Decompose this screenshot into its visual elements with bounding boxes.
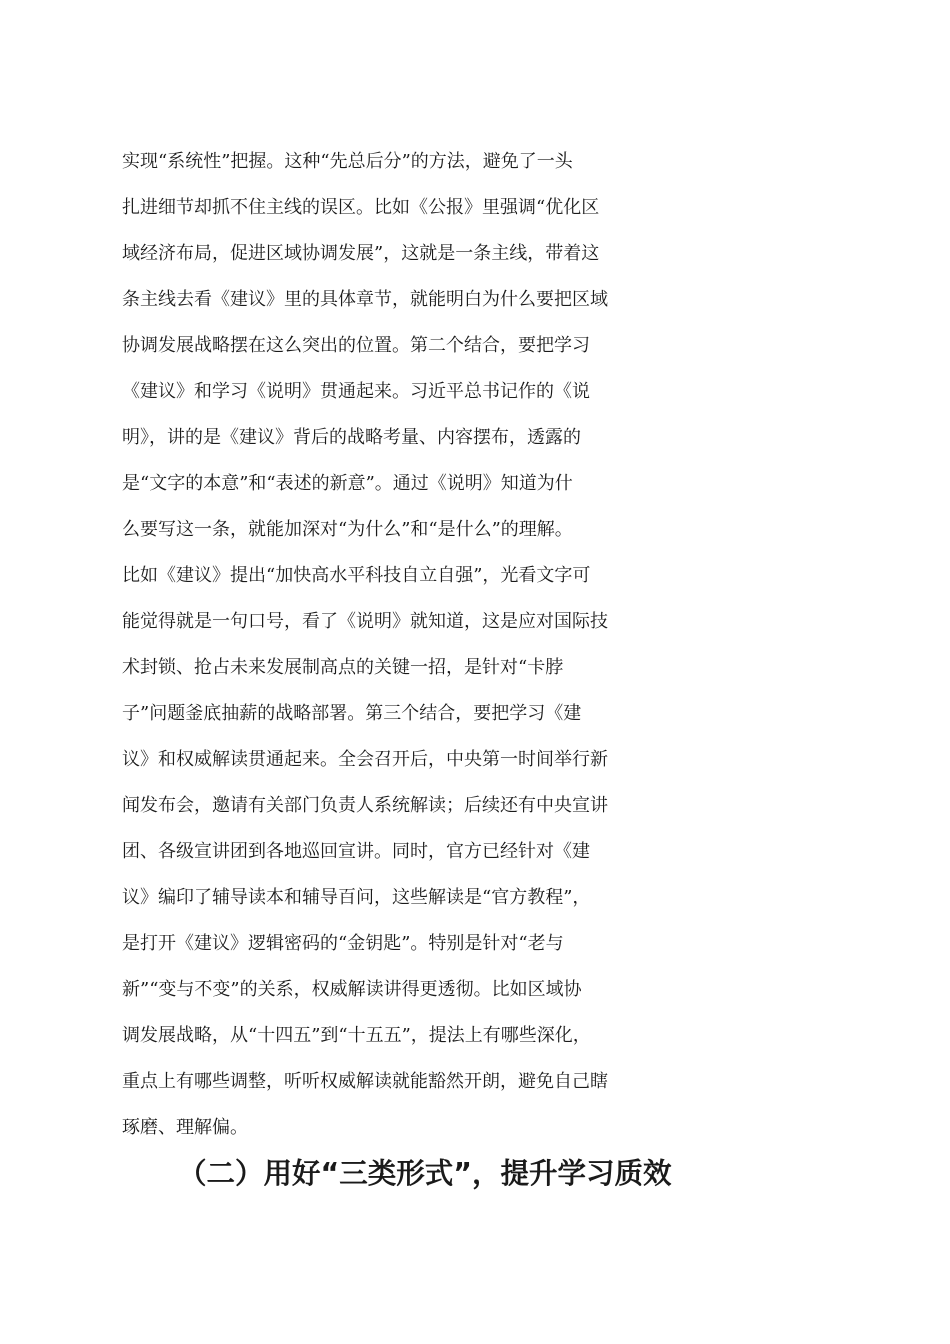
body-text-line: 么要写这一条，就能加深对“为什么”和“是什么”的理解。: [122, 519, 573, 540]
body-text-line: 新”“变与不变”的关系，权威解读讲得更透彻。比如区域协: [122, 979, 582, 1000]
body-text-line: 琢磨、理解偏。: [122, 1117, 248, 1138]
body-text-line: 术封锁、抢占未来发展制高点的关键一招，是针对“卡脖: [122, 657, 564, 678]
body-text-line: 域经济布局，促进区域协调发展”，这就是一条主线，带着这: [122, 243, 600, 264]
section-heading: （二）用好“三类形式”，提升学习质效: [178, 1157, 672, 1190]
body-text-line: 协调发展战略摆在这么突出的位置。第二个结合，要把学习: [122, 335, 590, 356]
body-text-line: 实现“系统性”把握。这种“先总后分”的方法，避免了一头: [122, 151, 573, 172]
body-text-line: 团、各级宣讲团到各地巡回宣讲。同时，官方已经针对《建: [122, 841, 590, 862]
body-text-line: 明》，讲的是《建议》背后的战略考量、内容摆布，透露的: [122, 427, 581, 448]
body-text-line: 是打开《建议》逻辑密码的“金钥匙”。特别是针对“老与: [122, 933, 564, 954]
body-text-line: 比如《建议》提出“加快高水平科技自立自强”，光看文字可: [122, 565, 591, 586]
body-text-line: 子”问题釜底抽薪的战略部署。第三个结合，要把学习《建: [122, 703, 582, 724]
body-text-line: 能觉得就是一句口号，看了《说明》就知道，这是应对国际技: [122, 611, 608, 632]
body-text-line: 闻发布会，邀请有关部门负责人系统解读；后续还有中央宣讲: [122, 795, 608, 816]
body-text-line: 扎进细节却抓不住主线的误区。比如《公报》里强调“优化区: [122, 197, 600, 218]
body-text-line: 重点上有哪些调整，听听权威解读就能豁然开朗，避免自己瞎: [122, 1071, 608, 1092]
body-text-line: 《建议》和学习《说明》贯通起来。习近平总书记作的《说: [122, 381, 590, 402]
body-text-line: 议》和权威解读贯通起来。全会召开后，中央第一时间举行新: [122, 749, 608, 770]
body-text-line: 是“文字的本意”和“表述的新意”。通过《说明》知道为什: [122, 473, 573, 494]
body-text-line: 条主线去看《建议》里的具体章节，就能明白为什么要把区域: [122, 289, 608, 310]
body-text-line: 调发展战略，从“十四五”到“十五五”，提法上有哪些深化，: [122, 1025, 591, 1046]
body-text-line: 议》编印了辅导读本和辅导百问，这些解读是“官方教程”，: [122, 887, 591, 908]
